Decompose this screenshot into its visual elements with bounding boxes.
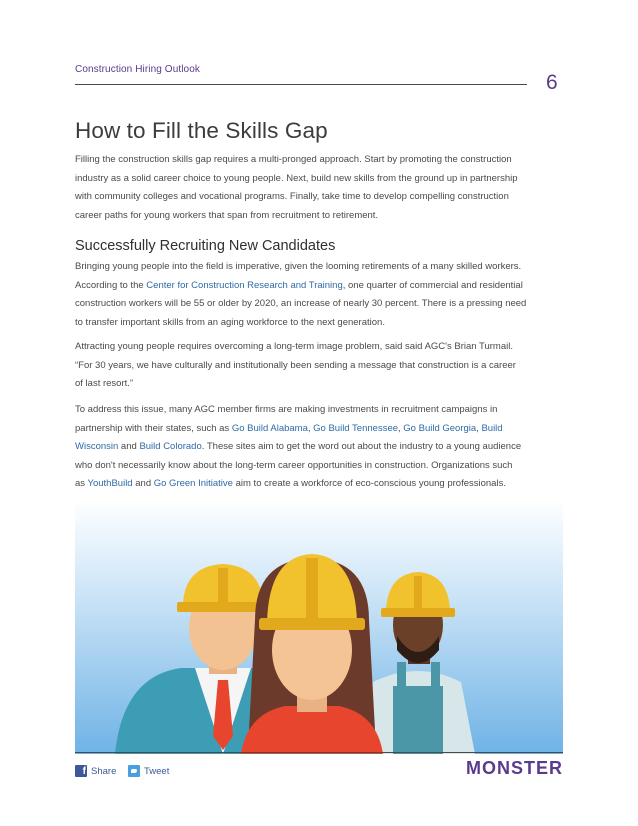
- footer-divider: [75, 752, 563, 753]
- go-build-tennessee-link[interactable]: Go Build Tennessee: [313, 422, 399, 434]
- paragraph-line: [75, 475, 567, 494]
- text-run: ,: [476, 422, 482, 434]
- paragraph-line: [75, 277, 567, 296]
- worker-right-strap: [431, 662, 440, 692]
- text-run: According to the: [75, 279, 147, 291]
- section-title: How to Fill the Skills Gap: [75, 118, 328, 143]
- paragraph-retirements: [75, 258, 567, 332]
- paragraph-line: Bringing young people into the field is imperative, given the looming retirements of a many skilled workers.: [75, 261, 522, 272]
- workers-illustration-svg: [75, 500, 563, 754]
- share-label: Share: [91, 765, 117, 777]
- paragraph-line: who don't necessarily know about the long-term career opportunities in construction. Organizations such: [75, 459, 513, 471]
- monster-logo[interactable]: MONSTER: [466, 758, 563, 778]
- text-run: . These sites aim to get the word out about the industry to a young audience: [201, 441, 522, 453]
- facebook-icon: f: [75, 765, 87, 777]
- go-green-initiative-link[interactable]: Go Green Initiative: [153, 478, 233, 490]
- text-run: , one quarter of commercial and residential: [342, 279, 523, 291]
- text-run: ,: [398, 422, 404, 434]
- text-run: and: [132, 478, 154, 490]
- intro-line: career paths for young workers that span from recruitment to retirement.: [75, 209, 379, 221]
- worker-center-hat-brim: [259, 618, 365, 630]
- paragraph-line: To address this issue, many AGC member firms are making investments in recruitment campaigns in: [75, 404, 498, 415]
- page-number: 6: [546, 71, 558, 94]
- paragraph-line: construction workers will be 55 or older by 2020, an increase of nearly 30 percent. There is a pressing need: [75, 298, 527, 310]
- text-run: as: [75, 478, 88, 490]
- worker-right-hat-brim: [381, 608, 455, 617]
- worker-left-hat-brim: [177, 602, 269, 612]
- document-header-title: Construction Hiring Outlook: [75, 64, 200, 75]
- paragraph-line: “For 30 years, we have culturally and institutionally been sending a message that construction is a career: [75, 359, 516, 371]
- worker-right-strap: [397, 662, 406, 692]
- intro-line: Filling the construction skills gap requires a multi-pronged approach. Start by promoting the construction: [75, 154, 512, 165]
- go-build-alabama-link[interactable]: Go Build Alabama: [231, 422, 308, 434]
- intro-line: industry as a solid career choice to young people. Next, build new skills from the ground up in partnership: [75, 172, 518, 184]
- paragraph-line: of last resort.”: [75, 378, 134, 390]
- text-run: partnership with their states, such as: [75, 422, 232, 434]
- worker-center-hat-ridge: [306, 558, 318, 618]
- cpwr-link[interactable]: Center for Construction Research and Training: [146, 279, 343, 291]
- build-colorado-link[interactable]: Build Colorado: [139, 441, 202, 453]
- text-run: ,: [307, 422, 314, 434]
- build-wisconsin-link[interactable]: Build: [481, 422, 503, 434]
- paragraph-line: [75, 420, 567, 439]
- youthbuild-link[interactable]: YouthBuild: [87, 478, 133, 490]
- text-run: aim to create a workforce of eco-conscious young professionals.: [232, 478, 506, 490]
- intro-line: with community colleges and vocational programs. Finally, take time to develop compelling construction: [75, 191, 509, 203]
- intro-paragraph: [75, 151, 567, 225]
- paragraph-line: to transfer important skills from an aging workforce to the next generation.: [75, 316, 385, 328]
- text-run: and: [118, 441, 140, 453]
- worker-left-hat-ridge: [218, 568, 228, 602]
- build-wisconsin-link[interactable]: Wisconsin: [75, 441, 119, 453]
- workers-illustration: [75, 500, 563, 754]
- paragraph-line: [75, 438, 567, 457]
- subsection-title: Successfully Recruiting New Candidates: [75, 238, 336, 254]
- share-button[interactable]: [75, 764, 116, 778]
- go-build-georgia-link[interactable]: Go Build Georgia: [403, 422, 477, 434]
- worker-right-hat-ridge: [414, 576, 422, 608]
- paragraph-image-problem: [75, 338, 567, 394]
- paragraph-recruitment-campaigns: [75, 401, 567, 494]
- twitter-icon: [128, 765, 140, 777]
- tweet-label: Tweet: [144, 765, 170, 777]
- tweet-button[interactable]: [128, 764, 169, 778]
- worker-right-overalls: [393, 686, 443, 754]
- paragraph-line: Attracting young people requires overcoming a long-term image problem, said said AGC's Brian Turmail.: [75, 341, 513, 352]
- header-divider: [75, 84, 527, 85]
